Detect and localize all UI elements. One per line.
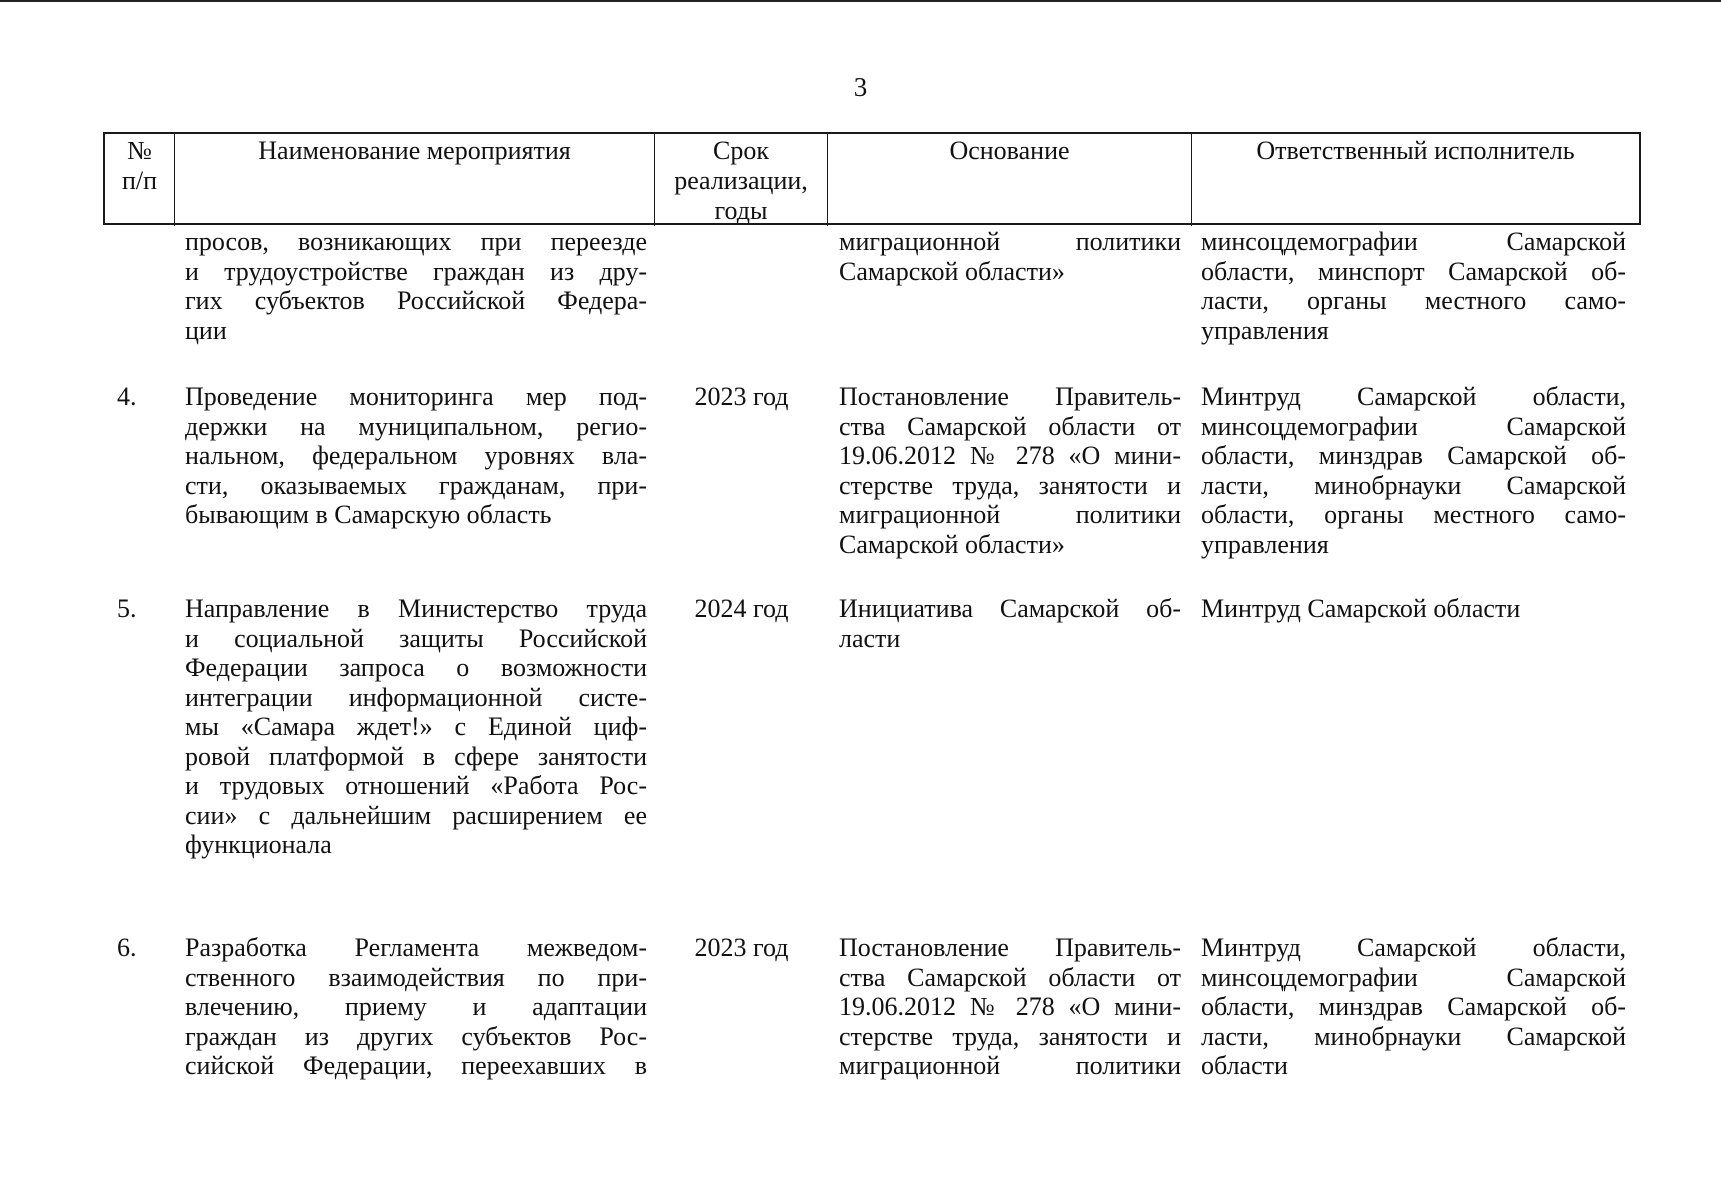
responsible-line: управления	[1201, 315, 1329, 345]
responsible-line: минсоцдемографии Самарской	[1201, 411, 1626, 441]
header-responsible	[1192, 134, 1639, 226]
header-num-line: № п/п	[121, 136, 158, 195]
header-term-label: Срок реализации, годы	[674, 136, 808, 225]
basis-line: Самарской области»	[839, 529, 1065, 559]
responsible-line: минсоцдемографии Самарской	[1201, 962, 1626, 992]
basis-line: миграционной политики	[839, 1051, 1181, 1080]
responsible-line: управления	[1201, 529, 1329, 559]
event-name-line: функционала	[185, 830, 332, 859]
event-name	[185, 382, 647, 530]
responsible-line: ласти, минобрнауки Самарской	[1201, 1021, 1626, 1051]
responsible-line: области, минспорт Самарской об-	[1201, 256, 1626, 286]
header-term	[655, 134, 828, 226]
term: 2023 год	[694, 933, 789, 962]
event-name-line: Проведение мониторинга мер под-	[185, 382, 647, 411]
responsible-line: области, органы местного само-	[1201, 500, 1626, 529]
basis-line: ства Самарской области от	[839, 411, 1181, 441]
responsible-line: Минтруд Самарской области,	[1201, 382, 1626, 411]
basis	[839, 382, 1181, 559]
term: 2023 год	[694, 382, 789, 411]
event-name-line: нальном, федеральном уровнях вла-	[185, 441, 647, 470]
event-name-line: просов, возникающих при переезде	[185, 227, 647, 256]
basis-line: Инициатива Самарской об-	[839, 594, 1181, 623]
event-name	[185, 227, 647, 345]
row-number: 6.	[117, 933, 137, 962]
row-number: 5.	[117, 594, 137, 623]
event-name-line: ственного взаимодействия по при-	[185, 962, 647, 992]
responsible	[1201, 933, 1626, 1081]
basis-line: стерстве труда, занятости и	[839, 470, 1181, 500]
responsible-line: Минтруд Самарской области,	[1201, 933, 1626, 962]
basis-line: ласти	[839, 623, 901, 653]
event-name-line: влечению, приему и адаптации	[185, 992, 647, 1021]
responsible-line: области, минздрав Самарской об-	[1201, 441, 1626, 470]
event-name	[185, 594, 647, 860]
event-name-line: мы «Самара ждет!» с Единой циф-	[185, 712, 647, 741]
header-num	[105, 134, 175, 226]
term: 2024 год	[694, 594, 789, 623]
header-name-label: Наименование мероприятия	[258, 136, 571, 165]
basis	[839, 594, 1181, 653]
event-name-line: и трудоустройстве граждан из дру-	[185, 256, 647, 286]
event-name-line: ровой платформой в сфере занятости	[185, 741, 647, 771]
event-name-line: гих субъектов Российской Федера-	[185, 286, 647, 315]
event-name	[185, 933, 647, 1081]
basis-line: миграционной политики	[839, 500, 1181, 529]
event-name-line: граждан из других субъектов Рос-	[185, 1021, 647, 1051]
basis-line: ства Самарской области от	[839, 962, 1181, 992]
header-basis	[828, 134, 1192, 226]
basis-line: Постановление Правитель-	[839, 933, 1181, 962]
event-name-line: Разработка Регламента межведом-	[185, 933, 647, 962]
header-name	[175, 134, 655, 226]
basis-line: стерстве труда, занятости и	[839, 1021, 1181, 1051]
top-scan-edge	[0, 0, 1721, 2]
event-name-line: и трудовых отношений «Работа Рос-	[185, 771, 647, 800]
responsible	[1201, 382, 1626, 559]
basis-line: Самарской области»	[839, 256, 1065, 286]
responsible	[1201, 227, 1626, 345]
event-name-line: Направление в Министерство труда	[185, 594, 647, 623]
responsible-line: Минтруд Самарской области	[1201, 594, 1521, 623]
basis-line: 19.06.2012 № 278 «О мини-	[839, 441, 1181, 470]
basis	[839, 933, 1181, 1081]
responsible-line: ласти, органы местного само-	[1201, 286, 1626, 315]
basis-line: миграционной политики	[839, 227, 1181, 256]
header-basis-label: Основание	[949, 136, 1070, 165]
event-name-line: и социальной защиты Российской	[185, 623, 647, 653]
event-name-line: сти, оказываемых гражданам, при-	[185, 470, 647, 500]
event-name-line: бывающим в Самарскую область	[185, 500, 552, 529]
event-name-line: держки на муниципальном, регио-	[185, 411, 647, 441]
row-number: 4.	[117, 382, 137, 411]
event-name-line: интеграции информационной систе-	[185, 682, 647, 712]
responsible-line: области	[1201, 1051, 1288, 1080]
responsible-line: ласти, минобрнауки Самарской	[1201, 470, 1626, 500]
header-responsible-label: Ответственный исполнитель	[1256, 136, 1575, 165]
basis	[839, 227, 1181, 286]
responsible	[1201, 594, 1626, 624]
page-number: 3	[853, 72, 868, 102]
event-name-line: сийской Федерации, переехавших в	[185, 1051, 647, 1080]
event-name-line: Федерации запроса о возможности	[185, 653, 647, 682]
basis-line: Постановление Правитель-	[839, 382, 1181, 411]
event-name-line: ции	[185, 315, 227, 345]
event-name-line: сии» с дальнейшим расширением ее	[185, 800, 647, 830]
responsible-line: области, минздрав Самарской об-	[1201, 992, 1626, 1021]
basis-line: 19.06.2012 № 278 «О мини-	[839, 992, 1181, 1021]
table-header	[103, 132, 1641, 225]
responsible-line: минсоцдемографии Самарской	[1201, 227, 1626, 256]
